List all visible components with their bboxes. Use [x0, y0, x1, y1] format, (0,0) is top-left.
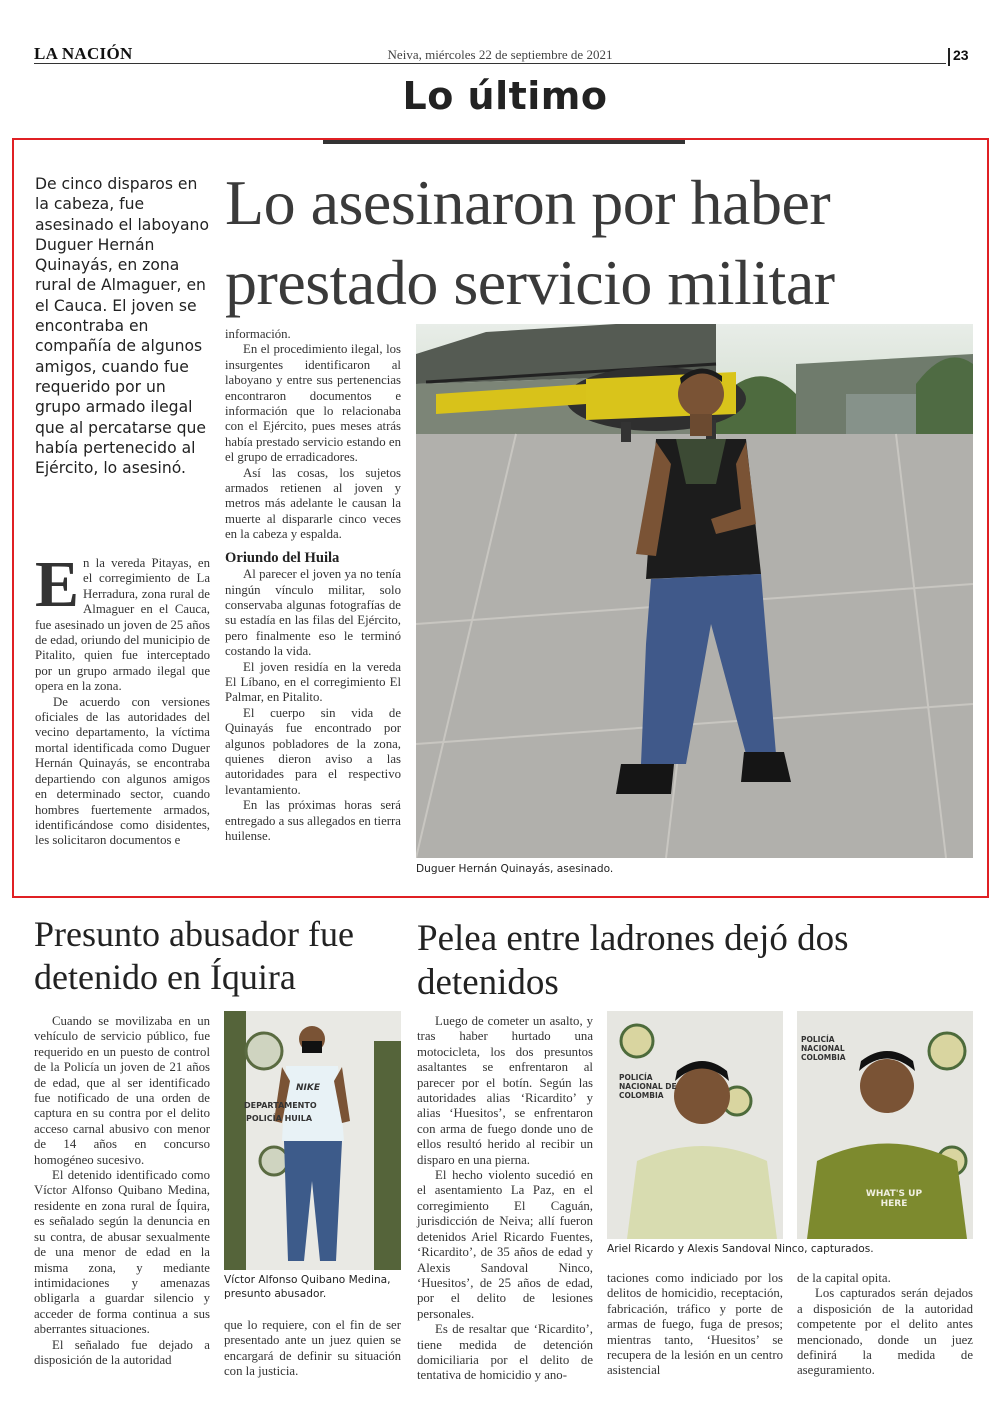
lead-paragraph: De acuerdo con versiones oficiales de las autoridades del vecino departamento, la víctima mortal identificada como Duguer Hernán Quinayás, se encontraba departiendo con algunos amigos en determinado sector, cuando hombres fuertemente armados, identificándose como disidentes, les solicitaron documentos e	[35, 694, 210, 848]
lead-headline-line2: prestado servicio militar	[225, 247, 835, 318]
story3-paragraph: taciones como indiciado por los delitos de homicidio, receptación, fabricación, tráfico y porte de armas de fuego, fuga de presos; mientras tanto, ‘Huesitos’ se recupera de la lesión en un centro asistencial	[607, 1271, 783, 1378]
lead-paragraph: El cuerpo sin vida de Quinayás fue encontrado por algunos pobladores de la zona, quienes dieron aviso a las autoridades para el respectivo levantamiento.	[225, 705, 401, 797]
lead-paragraph: En el procedimiento ilegal, los insurgentes identificaron al laboyano y entre sus pertenencias encontraron documentos e información que lo relacionaba con el Ejército, pues meses atrás había prestado servicio estando en el grupo de erradicadores.	[225, 342, 401, 465]
story2-paragraph: que lo requiere, con el fin de ser presentado ante un juez quien se encargará de definir su situación con la justicia.	[224, 1318, 401, 1379]
lead-paragraph: n la vereda Pitayas, en el corregimiento de La Herradura, zona rural de Almaguer en el Cauca, fue asesinado un joven de 25 años de edad, oriundo del municipio de Pitalito, quien fue interceptado por un grupo armado ilegal que opera en la zona.	[35, 556, 210, 694]
lead-photo-caption: Duguer Hernán Quinayás, asesinado.	[416, 863, 614, 875]
story3-photo-1	[607, 1011, 783, 1239]
story2-column-1	[34, 1014, 210, 1368]
lead-photo-illustration	[416, 324, 973, 858]
story2-shirt-text: NIKE	[296, 1083, 321, 1093]
lead-headline-line1: Lo asesinaron por haber	[225, 167, 831, 238]
story3-paragraph: Luego de cometer un asalto, y tras haber hurtado una motocicleta, los dos presuntos asaltantes se enfrentaron al parecer por el botín. Según las autoridades alias ‘Ricardito’ y alias ‘Huesitos’, se enfrentaron con arma de fuego donde uno de ellos resultó herido al recibir un disparo en una pierna.	[417, 1014, 593, 1167]
story2-column-2	[224, 1318, 401, 1380]
lead-column-2	[225, 327, 401, 844]
masthead-logo: LA NACIÓN	[34, 44, 133, 63]
story3-headline: Pelea entre ladrones dejó dos detenidos	[417, 918, 849, 1003]
story3-column-3	[797, 1271, 973, 1379]
section-title: Lo último	[402, 74, 608, 118]
story2-photo-sign-2: POLICÍA HUILA	[246, 1114, 313, 1123]
story2-photo	[224, 1011, 401, 1270]
lead-subhead: Oriundo del Huila	[225, 549, 340, 566]
story3-paragraph: El hecho violento sucedió en el asentamiento La Paz, en el corregimiento El Caguán, jurisdicción de Neiva; allí fueron detenidos Ariel Ricardo Fuentes, ‘Ricardito’, de 35 años de edad y Alexis Sandoval Ninco, ‘Huesitos’, de 25 años de edad, por el delito de lesiones personales.	[417, 1168, 593, 1321]
story2-paragraph: El detenido identificado como Víctor Alfonso Quibano Medina, residente en zona rural de Íquira, es señalado según la denuncia en su contra, de abusar sexualmente de una menor de edad en la misma zona, y mediante intimidaciones y amenazas obligarla a guardar silencio y acceder de forma continua a sus aberrantes situaciones.	[34, 1168, 210, 1337]
header-rule	[34, 63, 946, 64]
story3-paragraph: Los capturados serán dejados a disposición de la autoridad competente por el delito antes mencionado, donde un juez definirá la medida de aseguramiento.	[797, 1286, 973, 1378]
story2-photo-illustration	[224, 1011, 401, 1270]
story2-paragraph: Cuando se movilizaba en un vehículo de servicio público, fue requerido en un puesto de control de la Policía un joven de 21 años de edad, que al ser identificado fue notificado de una orden de captura en su contra por el delito acceso carnal abusivo con menor de 14 años en concurso homogéneo sucesivo.	[34, 1014, 210, 1167]
story3-column-1	[417, 1014, 593, 1384]
lead-photo	[416, 324, 973, 858]
story2-photo-caption: Víctor Alfonso Quibano Medina, presunto abusador.	[224, 1274, 391, 1300]
story3-photo-1-illustration	[607, 1011, 783, 1239]
lead-paragraph: Así las cosas, los sujetos armados retienen al joven y metros más adelante le causan la muerte al dispararle cinco veces en la cabeza y espalda.	[225, 465, 401, 542]
story3-shirt-text: WHAT'S UP HERE	[865, 1189, 923, 1209]
story2-photo-sign-1: DEPARTAMENTO	[244, 1101, 317, 1110]
story3-paragraph: de la capital opita.	[797, 1271, 891, 1285]
dateline: Neiva, miércoles 22 de septiembre de 2021	[387, 47, 613, 62]
story2-headline: Presunto abusador fue detenido en Íquira	[34, 914, 354, 997]
story2-paragraph: El señalado fue dejado a disposición de la autoridad	[34, 1337, 210, 1367]
story3-column-2	[607, 1271, 783, 1379]
lead-paragraph: En las próximas horas será entregado a sus allegados en tierra huilense.	[225, 798, 401, 843]
story3-photo-2	[797, 1011, 973, 1239]
lead-paragraph: Al parecer el joven ya no tenía ningún vínculo militar, solo conservaba algunas fotografías de su estadía en las filas del Ejército, pero finalmente eso le terminó costando la vida.	[225, 567, 401, 659]
lead-paragraph: información.	[225, 327, 291, 341]
story3-photo-1-sign: POLICÍA NACIONAL DE COLOMBIA	[619, 1073, 677, 1100]
page-number: 23	[953, 47, 969, 63]
story3-photo-2-sign: POLICÍA NACIONAL COLOMBIA	[801, 1035, 846, 1062]
story3-paragraph: Es de resaltar que ‘Ricardito’, tiene medida de detención domiciliaria por el delito de tentativa de homicidio y ano-	[417, 1322, 593, 1383]
drop-cap: E	[35, 548, 80, 621]
story3-photo-caption: Ariel Ricardo y Alexis Sandoval Ninco, capturados.	[607, 1243, 874, 1255]
lead-summary: De cinco disparos en la cabeza, fue asesinado el laboyano Duguer Hernán Quinayás, en zona rural de Almaguer, en el Cauca. El joven se encontraba en compañía de algunos amigos, cuando fue requerido por un grupo armado ilegal que al percatarse que había pertenecido al Ejército, lo asesinó.	[35, 175, 209, 478]
page-number-divider	[948, 48, 950, 66]
lead-paragraph: El joven residía en la vereda El Líbano, en el corregimiento El Palmar, en Pitalito.	[225, 659, 401, 705]
lead-column-1	[35, 548, 210, 849]
lead-headline	[225, 163, 985, 323]
